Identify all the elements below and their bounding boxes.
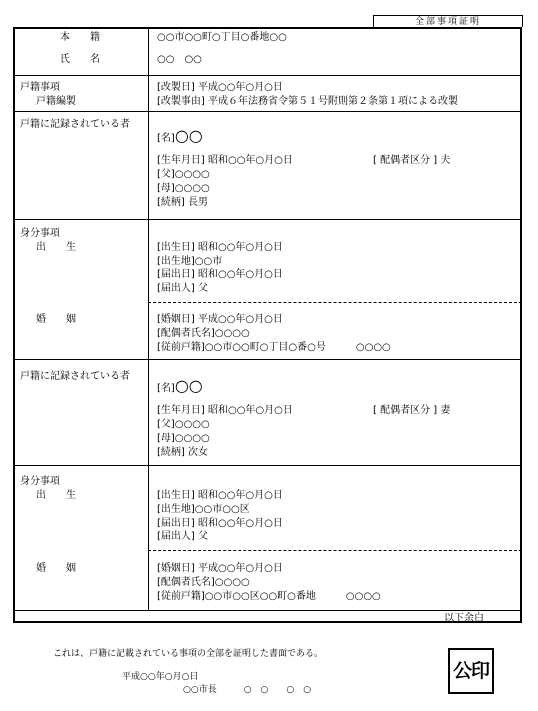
person2-father: [父]○○○○ <box>157 419 210 430</box>
person1-marriage-line: [婚姻日] 平成○○年○月○日 <box>157 314 283 325</box>
person1-father: [父]○○○○ <box>157 169 210 180</box>
person1-birth-line: [届出日] 昭和○○年○月○日 <box>157 269 283 280</box>
person1-mother: [母]○○○○ <box>157 183 210 194</box>
person1-status-label: 身分事項 <box>20 228 60 239</box>
register-frame <box>13 27 522 623</box>
certification-date: 平成○○年○月○日 <box>122 672 199 682</box>
person2-name-value: ○○ <box>174 376 203 395</box>
person2-marriage-line: [婚姻日] 平成○○年○月○日 <box>157 563 283 574</box>
person2-birthdate: [生年月日] 昭和○○年○月○日 <box>157 405 293 416</box>
shimei-value: ○○ ○○ <box>157 54 202 65</box>
person2-spouse-class: [ 配偶者区分 ] 妻 <box>373 405 451 416</box>
person2-section-label: 戸籍に記録されている者 <box>20 371 130 382</box>
person1-marriage-line: [従前戸籍]○○市○○町○丁目○番○号 ○○○○ <box>157 342 391 353</box>
person2-birth-line: [出生日] 昭和○○年○月○日 <box>157 490 283 501</box>
column-divider <box>148 27 149 611</box>
divider-bottom <box>13 610 522 611</box>
koseki-label: 戸籍事項 <box>20 82 60 93</box>
person1-spouse-class: [ 配偶者区分 ] 夫 <box>373 155 451 166</box>
person2-name <box>157 378 203 394</box>
person1-birth-line: [出生地]○○市 <box>157 256 223 267</box>
person1-marriage-line: [配偶者氏名]○○○○ <box>157 328 250 339</box>
person2-birth-line: [出生地]○○市○○区 <box>157 504 250 515</box>
divider-person1 <box>13 219 522 220</box>
koseki-hensei-label: 戸籍編製 <box>36 96 76 107</box>
remainder-blank-note: 以下余白 <box>444 613 484 624</box>
divider-status1 <box>13 359 522 360</box>
person2-name-prefix: [名] <box>157 383 175 394</box>
divider-person2 <box>13 465 522 466</box>
divider-koseki <box>13 111 522 112</box>
person2-relation: [続柄] 次女 <box>157 447 208 458</box>
person1-relation: [続柄] 長男 <box>157 197 208 208</box>
person2-marriage-label: 婚 姻 <box>36 563 76 574</box>
mayor-signature: ○○市長 ○ ○ ○ ○ <box>183 685 312 695</box>
official-seal: 公印 <box>448 648 494 694</box>
koseki-revision-reason: [改製事由] 平成６年法務省令第５１号附則第２条第１項による改製 <box>157 96 458 107</box>
person1-name-value: ○○ <box>174 126 203 145</box>
person1-birth-line: [届出人] 父 <box>157 283 208 294</box>
person1-section-label: 戸籍に記録されている者 <box>20 119 130 130</box>
person2-birth-line: [届出人] 父 <box>157 531 208 542</box>
person2-marriage-line: [配偶者氏名]○○○○ <box>157 577 250 588</box>
person2-marriage-line: [従前戸籍]○○市○○区○○町○番地 ○○○○ <box>157 591 381 602</box>
person1-birthdate: [生年月日] 昭和○○年○月○日 <box>157 155 293 166</box>
person1-marriage-label: 婚 姻 <box>36 314 76 325</box>
person2-birth-line: [届出日] 昭和○○年○月○日 <box>157 518 283 529</box>
divider-base <box>13 75 522 76</box>
person2-birth-label: 出 生 <box>36 490 76 501</box>
person1-birth-line: [出生日] 昭和○○年○月○日 <box>157 242 283 253</box>
honseki-label: 本 籍 <box>60 32 100 43</box>
certificate-type-label: 全部事項証明 <box>373 15 523 27</box>
person1-birth-label: 出 生 <box>36 242 76 253</box>
person2-status-label: 身分事項 <box>20 476 60 487</box>
dashed-divider-1 <box>148 302 522 303</box>
certification-statement: これは、戸籍に記載されている事項の全部を証明した書面である。 <box>53 649 324 659</box>
person1-name <box>157 128 203 144</box>
shimei-label: 氏 名 <box>60 54 100 65</box>
koseki-revision-date: [改製日] 平成○○年○月○日 <box>157 82 283 93</box>
person2-mother: [母]○○○○ <box>157 433 210 444</box>
dashed-divider-2 <box>148 550 522 551</box>
person1-name-prefix: [名] <box>157 133 175 144</box>
honseki-value: ○○市○○町○丁目○番地○○ <box>157 32 287 43</box>
